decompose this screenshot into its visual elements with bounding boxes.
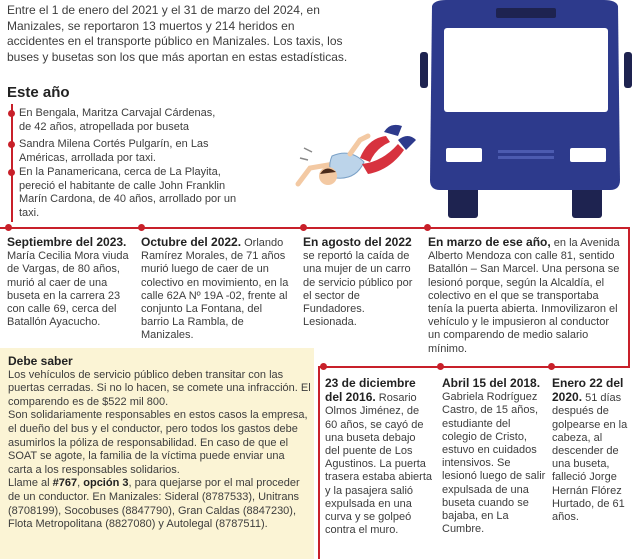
debe-saber-p3-pre: Llame al [8, 477, 50, 490]
timeline-text: Gabriela Rodríguez Castro, de 15 años, estudiante del colegio de Cristo, estuvo en cuidados intensivos. Se lesionó luego de salir expulsada de una buseta cuando se bajaba, en La Cumbre. [442, 391, 546, 536]
debe-saber-p2: Son solidariamente responsables en estos casos la empresa, el dueño del bus y el conductor, pero todos los gastos debe asumirlos la póliza de responsabilidad. En caso de que el SOAT se agote, la familia de la víctima puede enviar una carta a los responsables solidarios. [8, 409, 308, 476]
debe-saber-p3-sep: , [77, 477, 81, 490]
timeline-entry [303, 236, 418, 329]
bullet-dot [8, 110, 15, 117]
timeline-date: En agosto del 2022 [303, 235, 412, 249]
timeline-date: Enero 22 del 2020. [552, 376, 624, 405]
intro-text: Entre el 1 de enero del 2021 y el 31 de marzo del 2024, en Manizales, se reportaron 13 muertos y 214 heridos en accidentes en el transporte público en Manizales. Los taxis, los buses y busetas son los que más aportan en estas estadísticas. [7, 3, 348, 64]
timeline-line-top [0, 227, 630, 229]
timeline-dot [437, 363, 444, 370]
este-ano-item: En la Panamericana, cerca de La Playita, pereció el habitante de calle John Franklin Marín Cardona, de 40 años, arrollado por un taxi. [19, 166, 237, 219]
este-ano-line [11, 104, 13, 222]
timeline-text: en la Avenida Alberto Mendoza con calle 81, sentido Batallón – San Marcel. Una persona se lesionó porque, según la Alcaldía, el colectivo en el que se transportaba tenía la puerta abierta. Inmovilizaron el vehículo y le impusieron al conductor un comparendo de medio salario mínimo. [428, 237, 620, 355]
timeline-dot [548, 363, 555, 370]
timeline-entry [428, 236, 624, 356]
timeline-entry [442, 377, 546, 536]
debe-saber-p3-post: para quejarse por el mal proceder de un conductor. En Manizales: Sideral (8787533), Unitrans (8708199), Socobuses (8847790), Gran Caldas (8847230), Flota Metropolitana (8827080) y Autolegal (8787511). [8, 477, 300, 531]
timeline-entry [7, 236, 131, 329]
timeline-dot [424, 224, 431, 231]
debe-saber-p1: Los vehículos de servicio público deben transitar con las puertas cerradas. Si no lo hacen, se comete una infracción. El comparendo es de $522 mil 800. [8, 368, 311, 408]
timeline-entry [141, 236, 293, 343]
timeline-text: Rosario Olmos Jiménez, de 60 años, se cayó de una buseta debajo del puente de Los Agustinos. La puerta trasera estaba abierta y la pasajera salió expulsada en una curva y se golpeó contra el muro. [325, 392, 433, 537]
phone-number: #767 [52, 477, 78, 490]
timeline-line-left [318, 366, 320, 559]
este-ano-item: Sandra Milena Cortés Pulgarín, en Las Américas, arrollada por taxi. [19, 138, 209, 164]
timeline-date: En marzo de ese año, [428, 235, 551, 249]
debe-saber-p3 [8, 477, 312, 531]
falling-person-illustration [290, 118, 430, 198]
bullet-dot [8, 169, 15, 176]
timeline-entry [325, 377, 433, 537]
timeline-text: 51 días después de golpearse en la cabeza, al descender de una buseta, falleció Jorge Hernán Flórez Hurtado, de 61 años. [552, 392, 628, 524]
section-title-este-ano: Este año [7, 84, 70, 101]
timeline-entry [552, 377, 636, 524]
timeline-line-bottom [318, 366, 630, 368]
timeline-date: 23 de diciembre del 2016. [325, 376, 416, 405]
timeline-line-right [628, 227, 630, 367]
bullet-dot [8, 141, 15, 148]
debe-saber-content [8, 355, 312, 532]
timeline-date: Octubre del 2022. [141, 235, 242, 249]
timeline-date: Septiembre del 2023. [7, 235, 127, 249]
timeline-text: Orlando Ramírez Morales, de 71 años murió luego de caer de un colectivo en movimiento, en la calle 62A Nº 19A -02, frente al conjunto La Fontana, del barrio La Rambla, de Manizales. [141, 237, 289, 342]
timeline-text: María Cecilia Mora viuda de Vargas, de 80 años, murió al caer de una buseta en la carrera 23 con calle 69, cerca del Batallón Ayacucho. [7, 250, 129, 329]
bus-illustration [420, 0, 640, 220]
debe-saber-title: Debe saber [8, 354, 73, 368]
debe-saber-p3-sep: , [128, 477, 132, 490]
timeline-dot [5, 224, 12, 231]
timeline-dot [300, 224, 307, 231]
este-ano-item: En Bengala, Maritza Carvajal Cárdenas, de 42 años, atropellada por buseta [19, 107, 216, 133]
timeline-dot [320, 363, 327, 370]
timeline-date: Abril 15 del 2018. [442, 376, 541, 390]
timeline-text: se reportó la caída de una mujer de un carro de servicio público por el sector de Fundadores. Lesionada. [303, 250, 413, 329]
phone-option: opción 3 [83, 477, 129, 490]
timeline-dot [138, 224, 145, 231]
